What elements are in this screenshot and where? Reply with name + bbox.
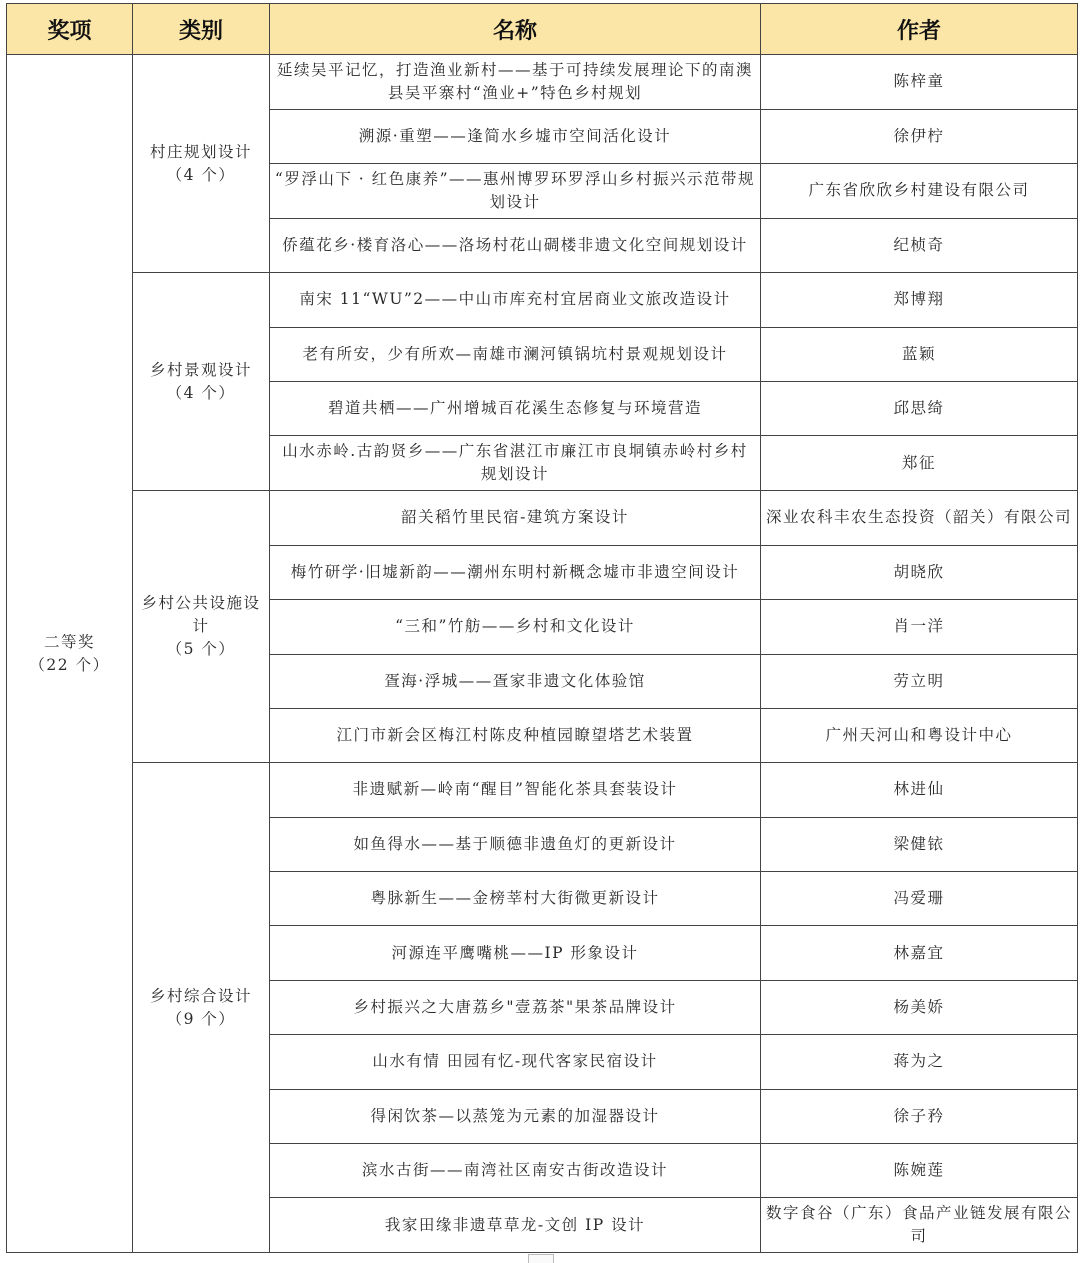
project-name: 碧道共栖——广州增城百花溪生态修复与环境营造 [270,381,761,435]
project-name: 延续吴平记忆，打造渔业新村——基于可持续发展理论下的南澳县吴平寨村“渔业+”特色乡村规划 [270,55,761,110]
category-label: 乡村公共设施设计 [141,594,261,636]
project-name: 侨蕴花乡·楼育洛心——洛场村花山碉楼非遗文化空间规划设计 [270,218,761,273]
project-name: “三和”竹舫——乡村和文化设计 [270,600,761,654]
project-author: 肖一洋 [761,600,1078,654]
project-author: 纪桢奇 [761,218,1078,273]
project-author: 徐子矜 [761,1089,1078,1143]
project-author: 林进仙 [761,763,1078,817]
award-count: （22 个） [29,655,110,674]
project-author: 广州天河山和粤设计中心 [761,708,1078,762]
project-name: 梅竹研学·旧墟新韵——潮州东明村新概念墟市非遗空间设计 [270,545,761,600]
project-author: 蓝颖 [761,327,1078,381]
header-name: 名称 [270,4,761,55]
project-name: 溯源·重塑——逢简水乡墟市空间活化设计 [270,109,761,163]
project-name: 如鱼得水——基于顺德非遗鱼灯的更新设计 [270,817,761,871]
project-author: 郑征 [761,436,1078,491]
project-author: 蒋为之 [761,1035,1078,1089]
project-author: 郑博翔 [761,273,1078,327]
project-author: 杨美娇 [761,980,1078,1034]
project-author: 数字食谷（广东）食品产业链发展有限公司 [761,1198,1078,1253]
category-label: 乡村综合设计 [149,986,252,1005]
project-name: 韶关稻竹里民宿-建筑方案设计 [270,490,761,545]
award-cell [7,55,133,1253]
project-name: 非遗赋新—岭南“醒目”智能化茶具套装设计 [270,763,761,817]
award-label: 二等奖 [43,632,95,651]
category-label: 乡村景观设计 [149,360,252,379]
table-row [7,273,1078,327]
category-count: （9 个） [166,1009,236,1028]
header-category: 类别 [133,4,270,55]
category-cell [133,490,270,762]
project-author: 陈梓童 [761,55,1078,110]
project-name: 老有所安，少有所欢—南雄市澜河镇锅坑村景观规划设计 [270,327,761,381]
project-author: 陈婉莲 [761,1144,1078,1198]
project-name: 山水有情 田园有忆-现代客家民宿设计 [270,1035,761,1089]
category-cell [133,55,270,273]
project-name: 山水赤岭.古韵贤乡——广东省湛江市廉江市良垌镇赤岭村乡村规划设计 [270,436,761,491]
category-count: （4 个） [166,165,236,184]
project-author: 徐伊柠 [761,109,1078,163]
project-author: 梁健铱 [761,817,1078,871]
project-name: 河源连平鹰嘴桃——IP 形象设计 [270,926,761,980]
header-award: 奖项 [7,4,133,55]
table-header-row [7,4,1078,55]
project-name: 我家田缘非遗草草龙-文创 IP 设计 [270,1198,761,1253]
project-author: 冯爱珊 [761,872,1078,926]
project-author: 劳立明 [761,654,1078,708]
project-name: 粤脉新生——金榜莘村大街微更新设计 [270,872,761,926]
table-row [7,55,1078,110]
category-cell [133,763,270,1253]
project-name: “罗浮山下 · 红色康养”——惠州博罗环罗浮山乡村振兴示范带规划设计 [270,163,761,218]
project-name: 疍海·浮城——疍家非遗文化体验馆 [270,654,761,708]
table-row [7,763,1078,817]
project-author: 邱思绮 [761,381,1078,435]
project-name: 得闲饮茶—以蒸笼为元素的加湿器设计 [270,1089,761,1143]
category-count: （5 个） [166,640,236,659]
category-count: （4 个） [166,383,236,402]
category-cell [133,273,270,491]
project-author: 广东省欣欣乡村建设有限公司 [761,163,1078,218]
project-name: 南宋 11“WU”2——中山市库充村宜居商业文旅改造设计 [270,273,761,327]
category-label: 村庄规划设计 [149,142,252,161]
header-author: 作者 [761,4,1078,55]
awards-table [6,3,1078,1253]
project-author: 胡晓欣 [761,545,1078,600]
project-name: 乡村振兴之大唐荔乡"壹荔茶"果茶品牌设计 [270,980,761,1034]
table-row [7,490,1078,545]
project-name: 滨水古街——南湾社区南安古街改造设计 [270,1144,761,1198]
project-author: 深业农科丰农生态投资（韶关）有限公司 [761,490,1078,545]
project-author: 林嘉宜 [761,926,1078,980]
project-name: 江门市新会区梅江村陈皮种植园瞭望塔艺术装置 [270,708,761,762]
